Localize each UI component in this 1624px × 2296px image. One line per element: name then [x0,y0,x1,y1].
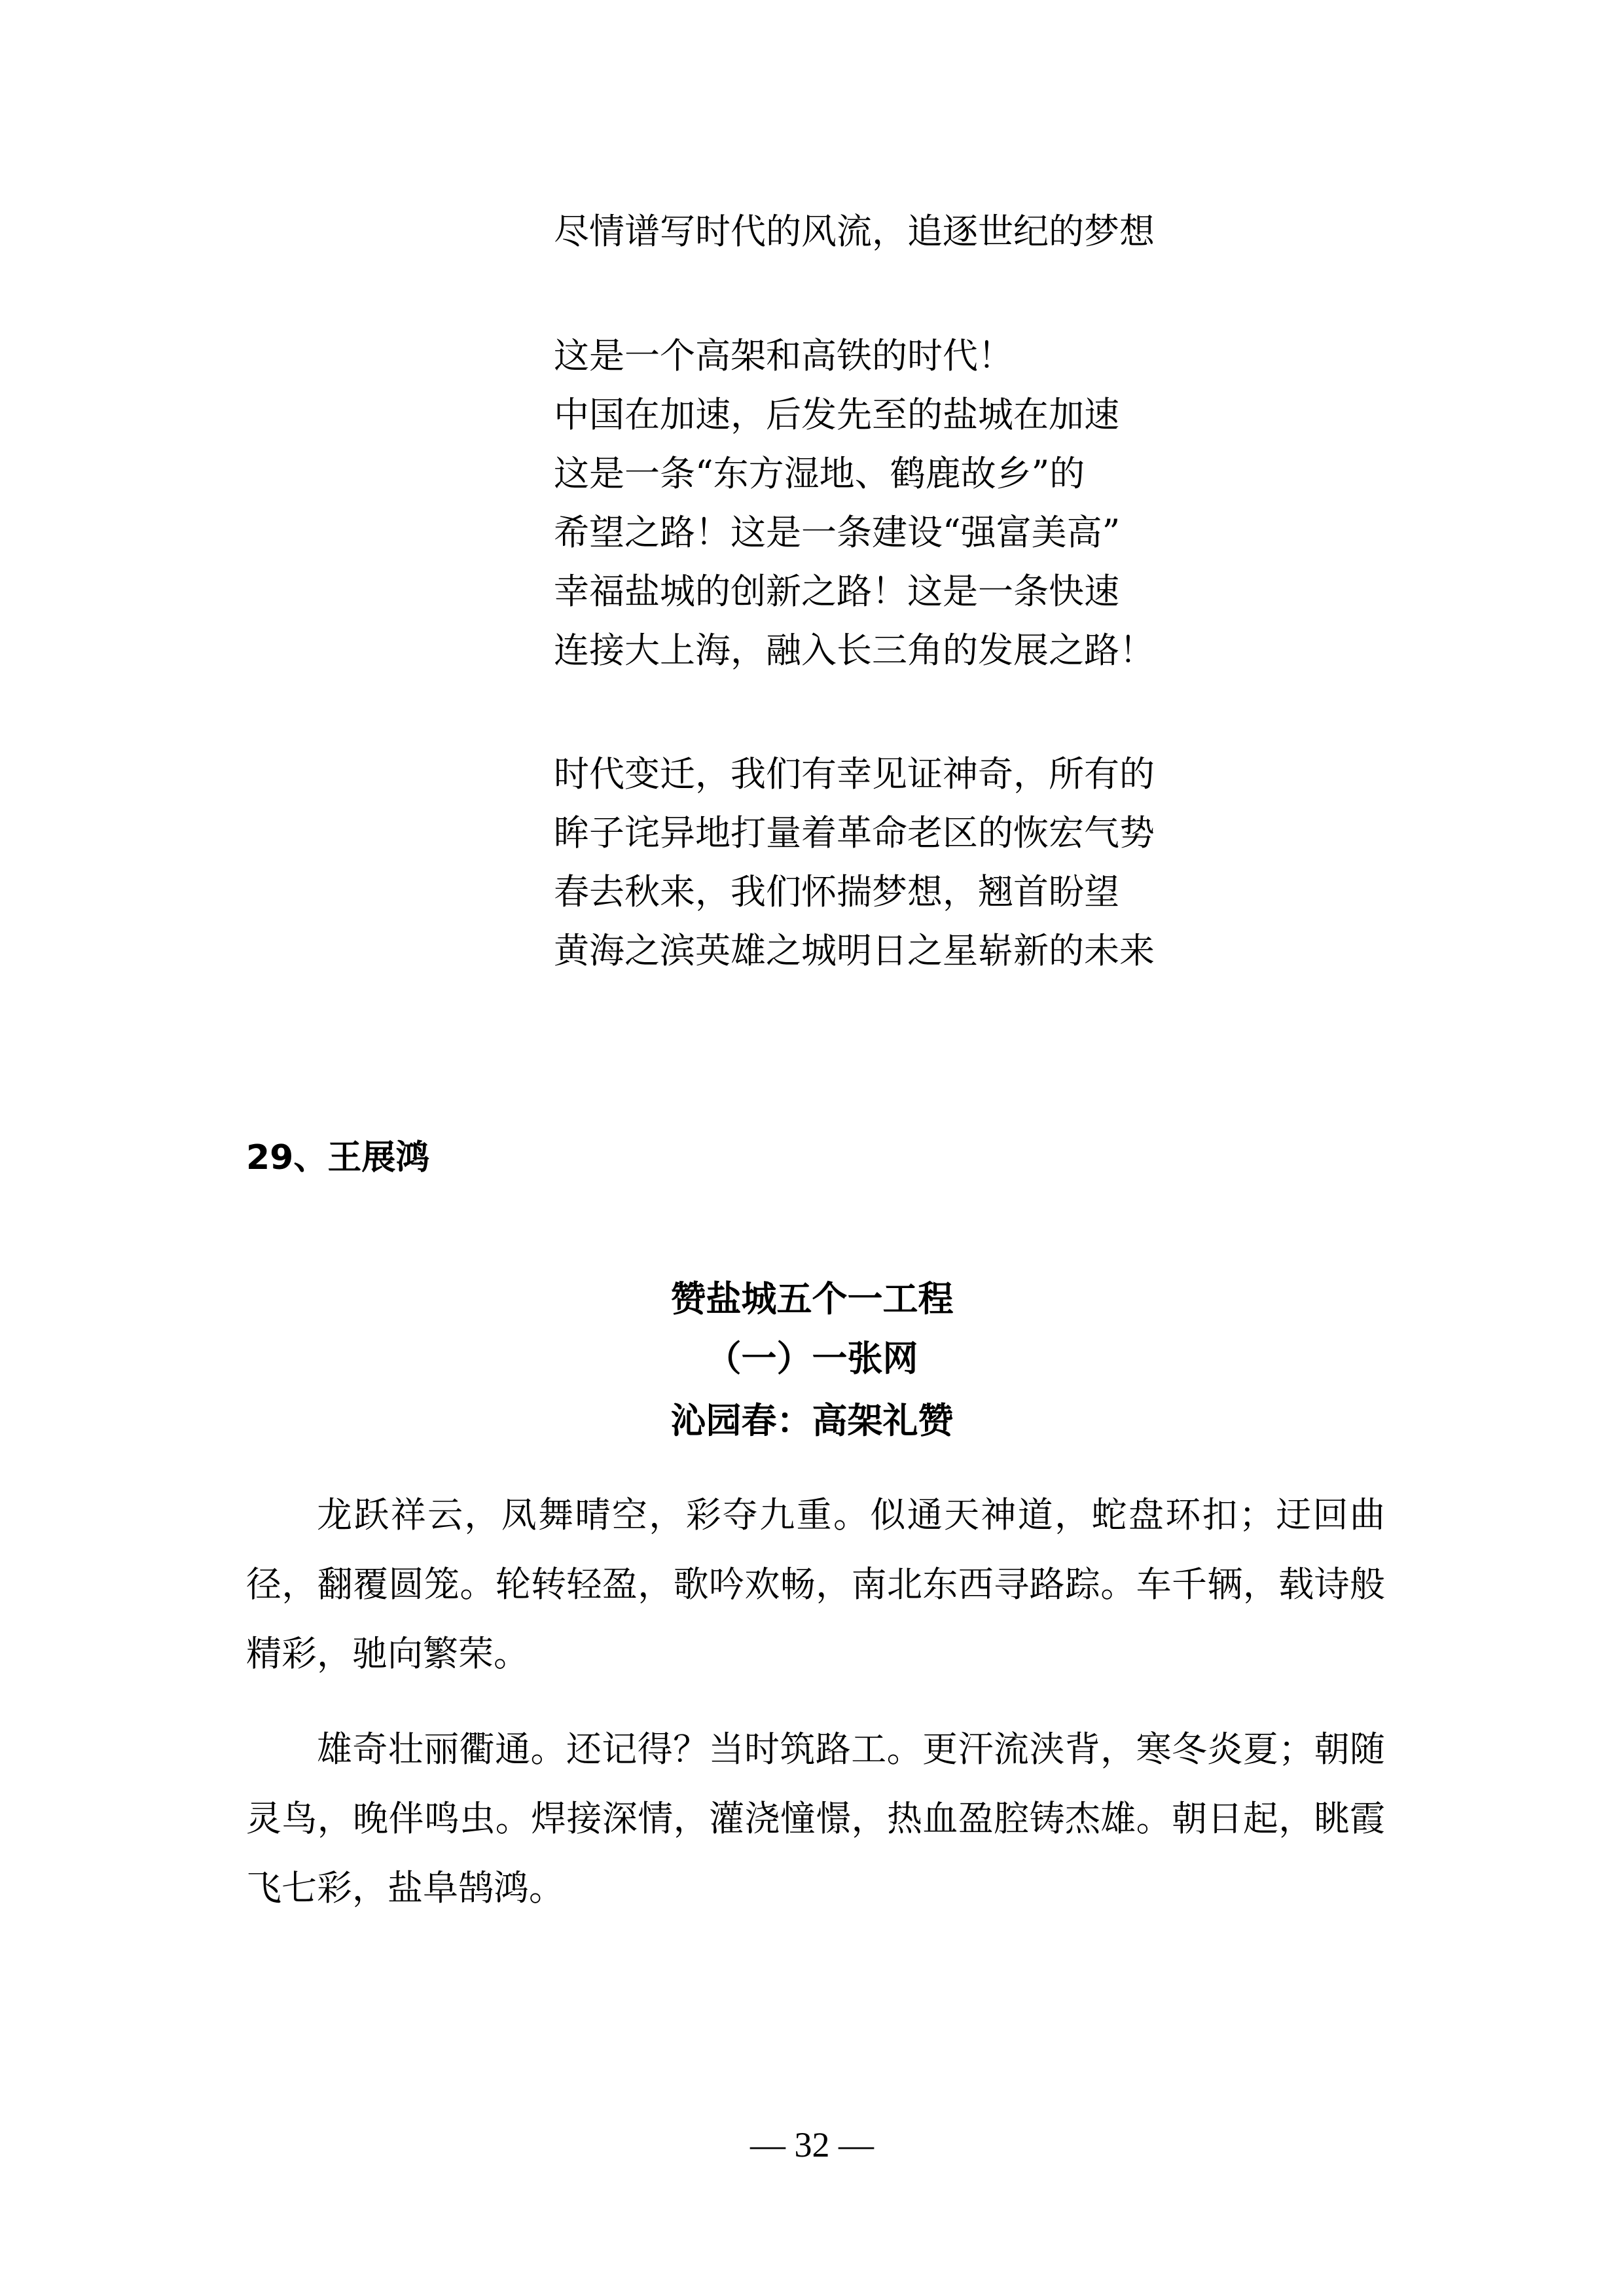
poem-stanza [554,327,1155,680]
body-paragraph: 雄奇壮丽衢通。还记得？当时筑路工。更汗流浃背，寒冬炎夏；朝随灵鸟，晚伴鸣虫。焊接深情，灌浇憧憬，热血盈腔铸杰雄。朝日起，眺霞飞七彩，盐阜鹄鸿。 [246,1729,1385,1909]
poem-line: 中国在加速，后发先至的盐城在加速 [554,394,1119,435]
poem-line: 幸福盐城的创新之路！这是一条快速 [554,571,1119,612]
body-paragraph: 龙跃祥云，凤舞晴空，彩夺九重。似通天神道，蛇盘环扣；迂回曲径，翻覆圆笼。轮转轻盈，歌吟欢畅，南北东西寻路踪。车千辆，载诗般精彩，驰向繁荣。 [246,1494,1385,1674]
page-number: — 32 — [750,2125,874,2164]
poem-line: 尽情谱写时代的风流，追逐世纪的梦想 [554,211,1155,252]
poem-stanza [554,745,1155,980]
poem-tune-title: 沁园春：高架礼赞 [670,1400,954,1441]
poem-stanza [554,202,1155,261]
poem-line: 希望之路！这是一条建设“强富美高” [554,512,1121,553]
poem-line: 这是一条“东方湿地、鹤鹿故乡”的 [554,453,1085,494]
poem-line: 眸子诧异地打量着革命老区的恢宏气势 [554,812,1155,853]
author-heading: 29、王展鸿 [246,1138,430,1177]
poem-line: 时代变迁，我们有幸见证神奇，所有的 [554,753,1155,795]
poem-line: 春去秋来，我们怀揣梦想，翘首盼望 [554,871,1119,912]
poem-line: 连接大上海，融入长三角的发展之路！ [554,630,1155,671]
poem-line: 这是一个高架和高铁的时代！ [554,335,1013,376]
poem-title: 赞盐城五个一工程 [670,1278,954,1319]
poem-subtitle: （一）一张网 [706,1338,918,1379]
poem-line: 黄海之滨英雄之城明日之星崭新的未来 [554,930,1155,971]
